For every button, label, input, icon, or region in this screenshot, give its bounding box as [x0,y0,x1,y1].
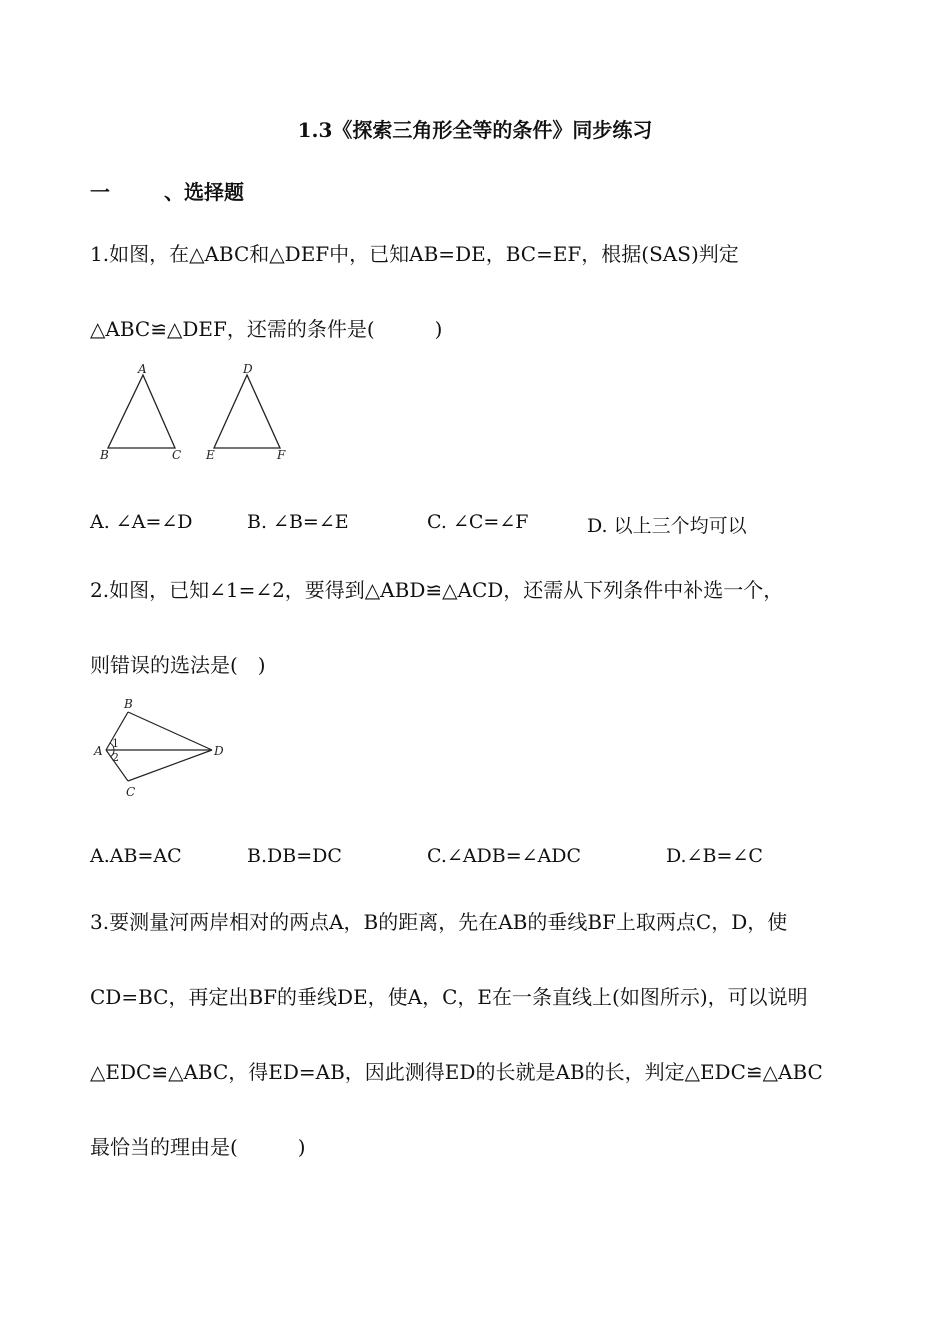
triangle-def [214,375,280,448]
q1-line2: △ABC≌△DEF，还需的条件是( ) [90,317,443,341]
angle-2-label: 2 [112,751,119,764]
page-title: 1.3《探索三角形全等的条件》同步练习 [297,118,653,142]
angle-1-label: 1 [112,737,119,750]
q1-line1: 1.如图，在△ABC和△DEF中，已知AB=DE，BC=EF，根据(SAS)判定 [90,242,739,266]
section-label: 、选择题 [164,180,244,204]
q2-line1: 2.如图，已知∠1=∠2，要得到△ABD≌△ACD，还需从下列条件中补选一个， [90,578,784,602]
q2-line2: 则错误的选法是( ) [90,653,266,677]
section-heading [90,176,244,205]
q3-line1: 3.要测量河两岸相对的两点A，B的距离，先在AB的垂线BF上取两点C，D，使 [90,910,788,934]
q2-option-d: D.∠B=∠C [666,845,763,867]
q2-option-b: B.DB=DC [247,845,342,867]
q2-option-a: A.AB=AC [90,845,182,867]
q1-option-a: A. ∠A=∠D [90,511,193,533]
q3-line3: △EDC≌△ABC，得ED=AB，因此测得ED的长就是AB的长，判定△EDC≌△ABC [90,1060,823,1084]
q1-figure [90,358,310,468]
label-f: F [277,448,286,462]
q1-option-d: D. 以上三个均可以 [587,515,747,537]
q3-line4: 最恰当的理由是( ) [90,1135,306,1159]
label-e: E [206,448,215,462]
section-number: 一 [90,180,110,204]
label-c: C [126,785,136,799]
q2-option-c: C.∠ADB=∠ADC [427,845,582,867]
q1-option-b: B. ∠B=∠E [247,511,349,533]
q3-line2: CD=BC，再定出BF的垂线DE，使A，C，E在一条直线上(如图所示)，可以说明 [90,985,808,1009]
label-b: B [124,697,133,711]
label-a: A [94,744,103,758]
label-d: D [243,362,253,376]
label-c: C [172,448,182,462]
label-d: D [214,744,224,758]
q1-option-c: C. ∠C=∠F [427,511,529,533]
label-a: A [138,362,147,376]
label-b: B [100,448,109,462]
q2-figure [90,692,240,804]
triangle-abc [108,375,175,448]
